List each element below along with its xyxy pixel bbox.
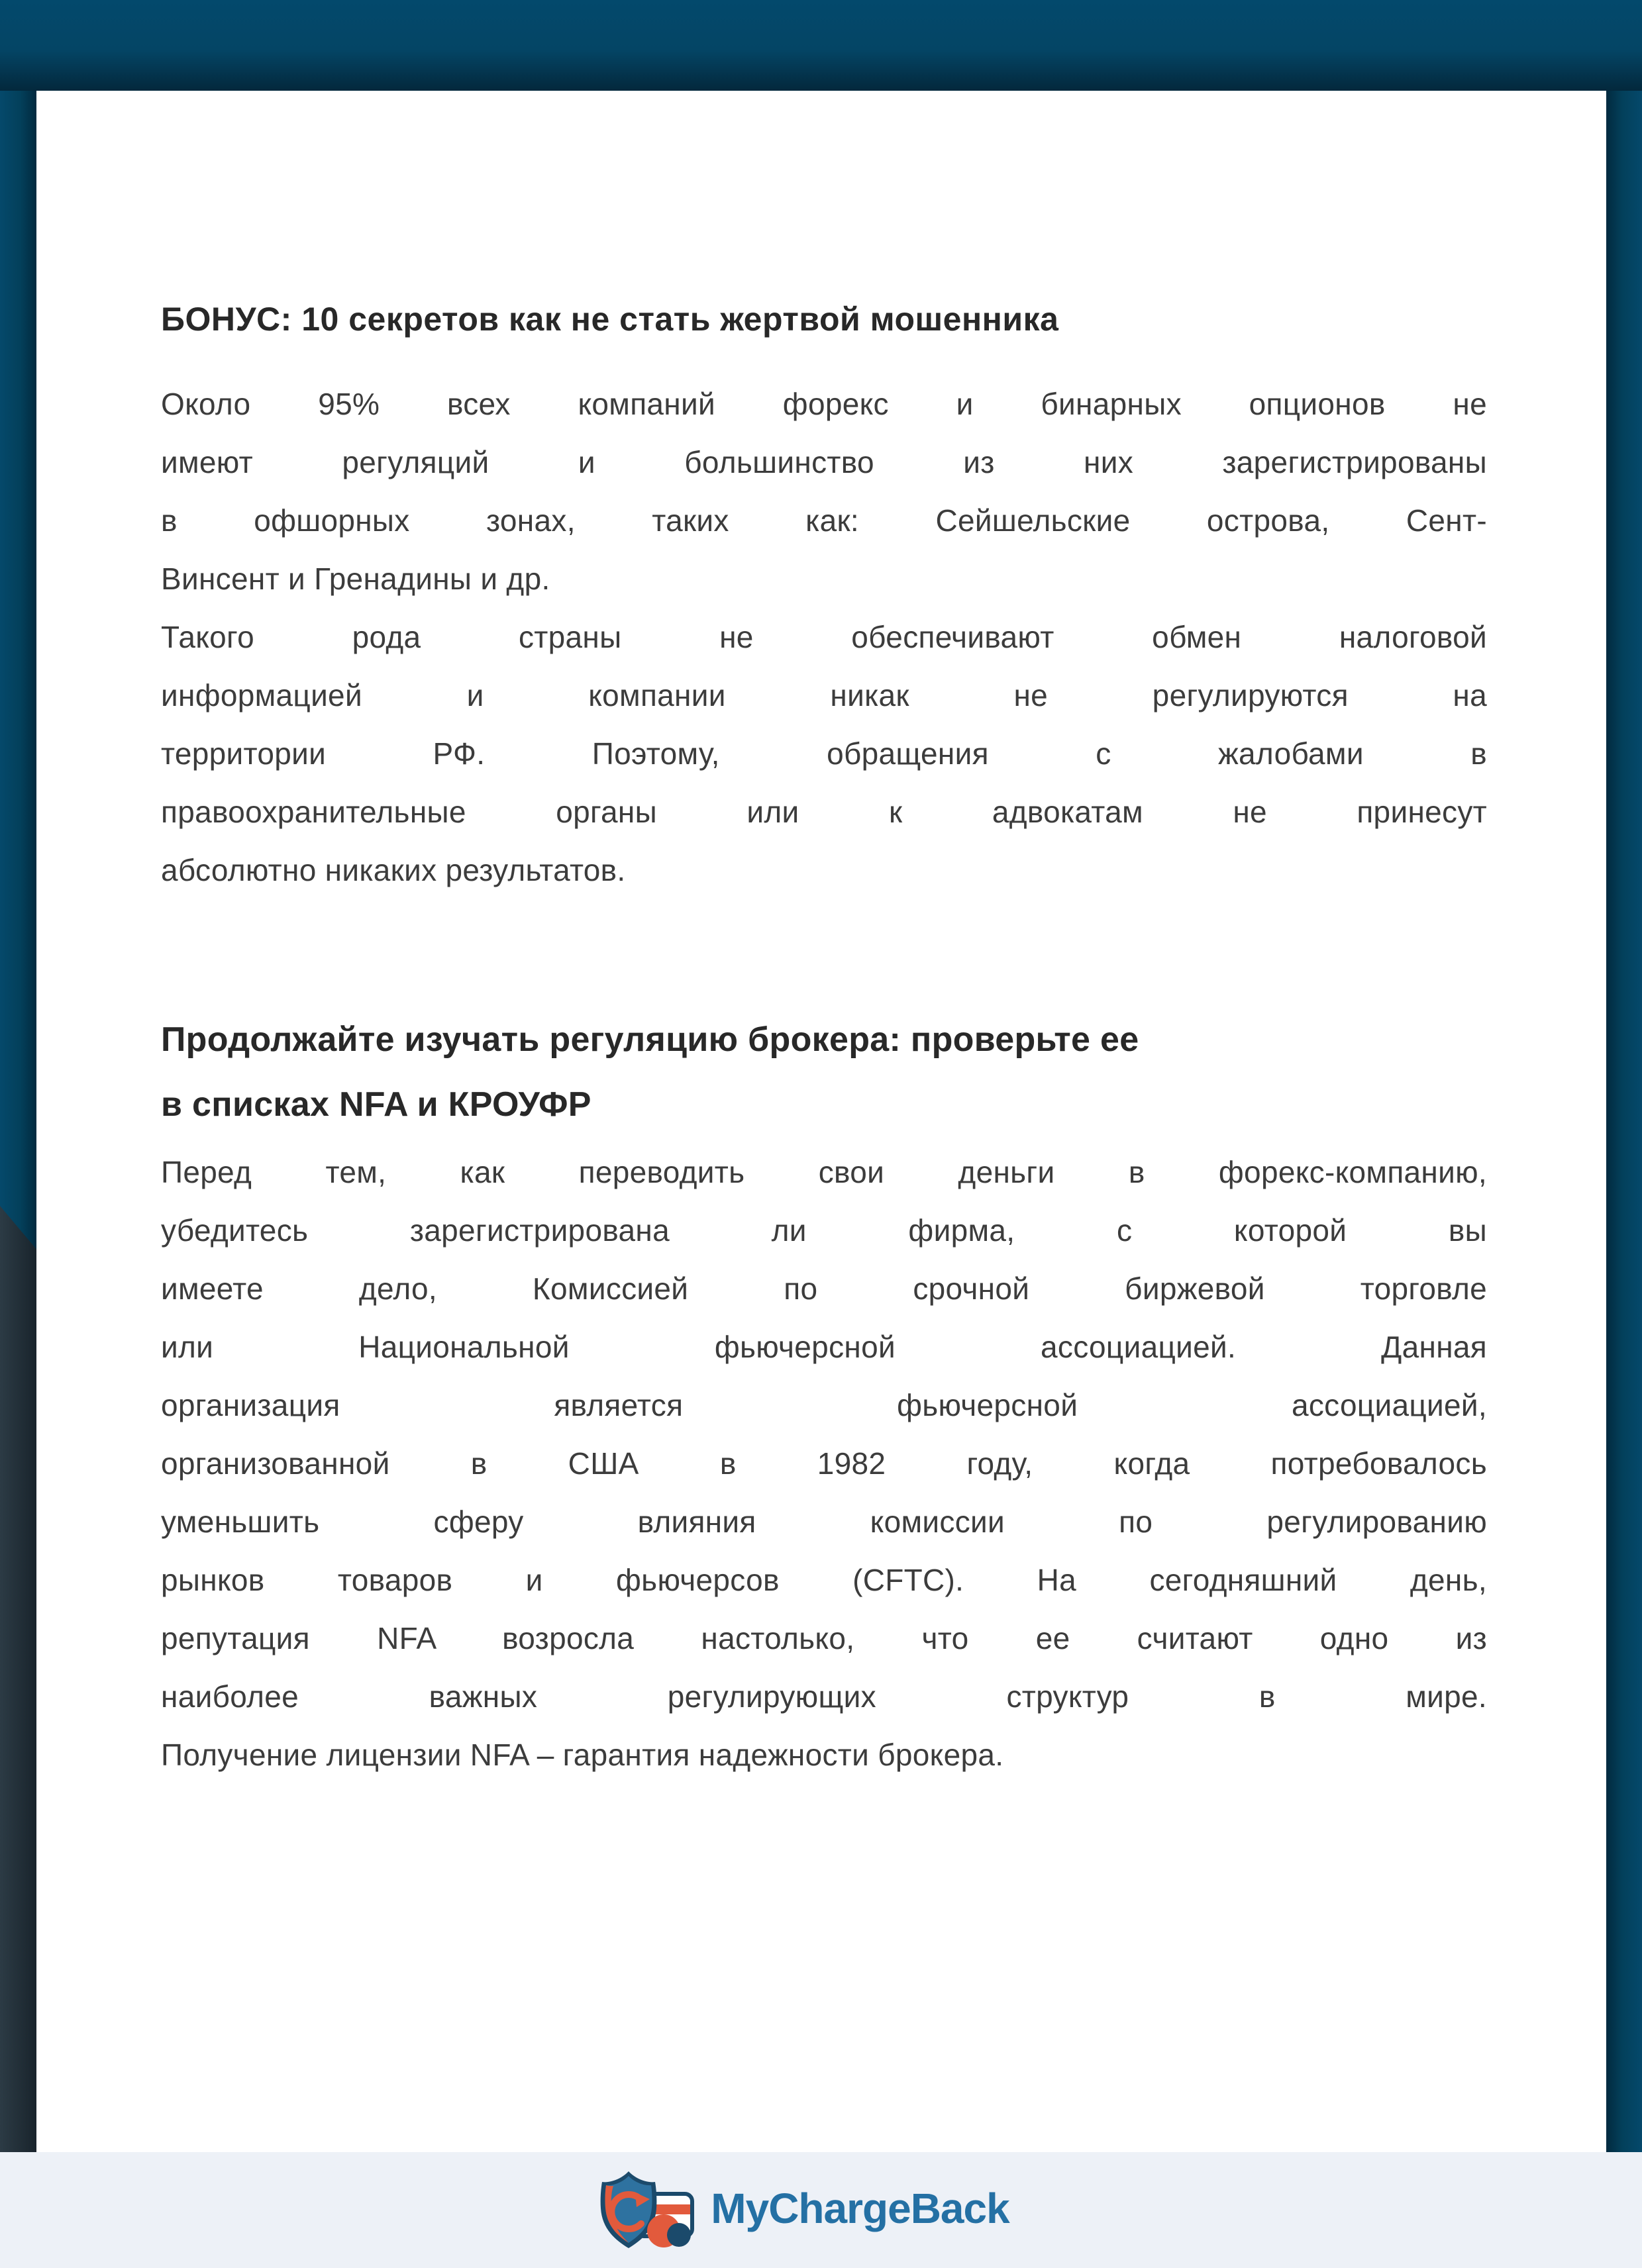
text-line: организованной в США в 1982 году, когда потребовалось [161,1446,1487,1481]
text-line: Такого рода страны не обеспечивают обмен налоговой [161,620,1487,654]
text-line: уменьшить сферу влияния комиссии по регулированию [161,1504,1487,1539]
regulation-check-heading [161,1007,1487,1137]
text-line: Около 95% всех компаний форекс и бинарных опционов не [161,387,1487,421]
paragraph-no-regulation-rf [161,608,1487,899]
text-line: наиболее важных регулирующих структур в мире. [161,1679,1487,1714]
frame-top-band [0,0,1642,91]
text-line: Винсент и Гренадины и др. [161,562,550,596]
text-line: информацией и компании никак не регулируются на [161,678,1487,713]
text-line: убедитесь зарегистрирована ли фирма, с которой вы [161,1213,1487,1248]
shield-card-refund-icon [595,2170,696,2251]
text-line: территории РФ. Поэтому, обращения с жалобами в [161,736,1487,771]
frame-right-band [1606,91,1642,2152]
text-line: рынков товаров и фьючерсов (CFTC). На сегодняшний день, [161,1563,1487,1597]
text-line: репутация NFA возросла настолько, что ее считают одно из [161,1621,1487,1655]
mychargeback-logo [595,2170,1009,2251]
text-line: Получение лицензии NFA – гарантия надежности брокера. [161,1738,1004,1772]
text-line: в офшорных зонах, таких как: Сейшельские острова, Сент- [161,503,1487,538]
text-line: абсолютно никаких результатов. [161,853,626,887]
heading-line: БОНУС: 10 секретов как не стать жертвой мошенника [161,300,1059,338]
text-line: Продолжайте изучать регуляцию брокера: проверьте ее [161,1020,1139,1060]
text-line: правоохранительные органы или к адвокатам не принесут [161,795,1487,829]
text-line: в списках NFA и КРОУФР [161,1085,591,1124]
text-line: организация является фьючерсной ассоциацией, [161,1388,1487,1422]
text-line: Перед тем, как переводить свои деньги в форекс-компанию, [161,1155,1487,1189]
footer-band [0,2152,1642,2268]
paragraph-nfa-cftc [161,1143,1487,1784]
text-line: или Национальной фьючерсной ассоциацией. Данная [161,1330,1487,1364]
paragraph-offshore-registration [161,375,1487,608]
frame-left-band [0,91,36,2152]
text-line: имеете дело, Комиссией по срочной биржевой торговле [161,1271,1487,1306]
brand-name: MyChargeBack [711,2184,1009,2232]
bonus-heading [161,298,1487,340]
text-line: имеют регуляций и большинство из них зарегистрированы [161,445,1487,479]
